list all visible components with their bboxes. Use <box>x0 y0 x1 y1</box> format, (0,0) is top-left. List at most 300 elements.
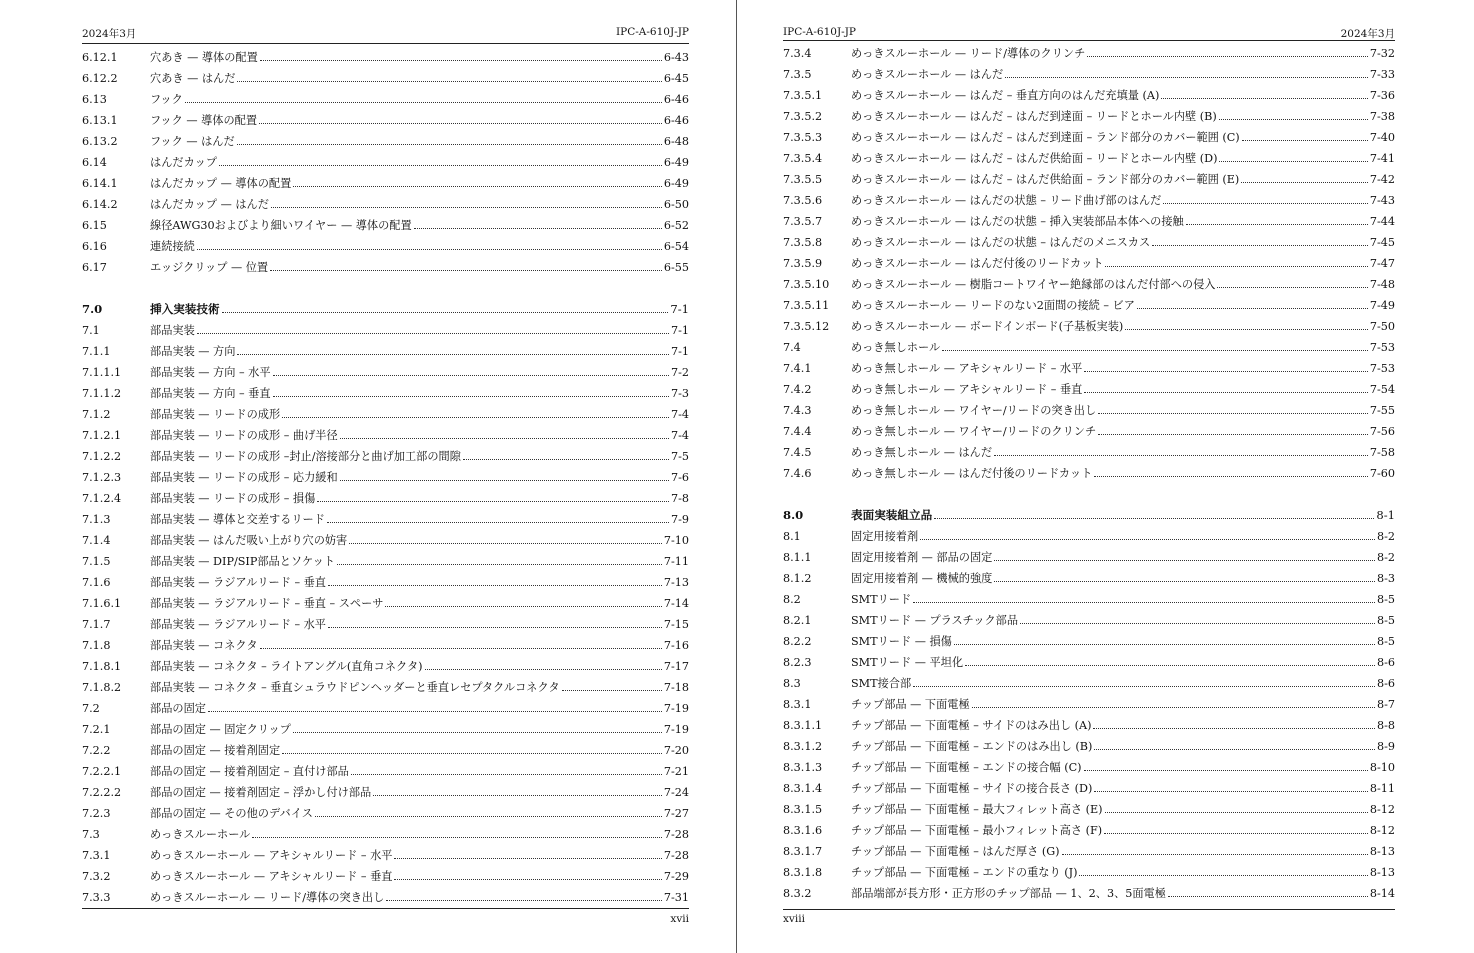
toc-entry <box>783 715 1395 736</box>
toc-entry-title: 部品実装 — リードの成形 –封止/溶接部分と曲げ加工部の間隙 <box>150 450 461 463</box>
toc-entry-title: 部品実装 — ラジアルリード – 垂直 – スペーサ <box>150 597 384 610</box>
toc-entry-title: 部品実装 — リードの成形 <box>150 408 281 421</box>
toc-entry <box>783 127 1395 148</box>
toc-entry-title: めっき無しホール — ワイヤー/リードのクリンチ <box>851 425 1097 438</box>
dot-leader <box>327 522 669 523</box>
toc-entry <box>82 110 689 131</box>
toc-entry <box>82 551 689 572</box>
toc-entry-number: 7.4.1 <box>783 362 812 375</box>
toc-list <box>783 43 1395 904</box>
dot-leader <box>1105 812 1368 813</box>
page-number: xvii <box>670 913 689 925</box>
toc-entry-number: 7.4.6 <box>783 467 812 480</box>
dot-leader <box>1093 728 1375 729</box>
toc-entry-title: 固定用接着剤 — 部品の固定 <box>851 551 993 564</box>
toc-entry-page: 8-1 <box>1375 505 1395 526</box>
toc-entry-title: SMTリード <box>851 593 912 606</box>
toc-entry-number: 7.1.1 <box>82 345 111 358</box>
toc-entry-page: 6-46 <box>663 110 689 131</box>
dot-leader <box>222 312 669 313</box>
toc-entry-number: 8.3.1.3 <box>783 761 823 774</box>
toc-entry <box>82 887 689 908</box>
toc-entry-page: 7-43 <box>1369 190 1395 211</box>
dot-leader <box>315 816 662 817</box>
toc-entry <box>82 488 689 509</box>
toc-entry-title: チップ部品 — 下面電極 – 最小フィレット高さ (F) <box>851 824 1103 837</box>
dot-leader <box>463 459 669 460</box>
dot-leader <box>219 165 662 166</box>
toc-list <box>82 47 689 908</box>
toc-entry-page: 7-36 <box>1369 85 1395 106</box>
toc-entry <box>783 652 1395 673</box>
toc-entry-title: 部品実装 — DIP/SIP部品とソケット <box>150 555 335 568</box>
toc-entry-title: めっきスルーホール — リードのない2面間の接続 – ビア <box>851 299 1135 312</box>
toc-entry-title: SMTリード — プラスチック部品 <box>851 614 1019 627</box>
dot-leader <box>252 837 662 838</box>
header-date: 2024年3月 <box>1340 28 1395 40</box>
toc-entry-number: 7.2.1 <box>82 723 111 736</box>
toc-entry <box>783 274 1395 295</box>
toc-entry <box>783 85 1395 106</box>
toc-entry-number: 7.4.4 <box>783 425 812 438</box>
toc-entry-number: 7.4 <box>783 341 801 354</box>
toc-entry-number: 6.14.2 <box>82 198 118 211</box>
toc-entry-number: 8.2.3 <box>783 656 812 669</box>
toc-entry-number: 6.14 <box>82 156 107 169</box>
toc-entry-title: 線径AWG30およびより細いワイヤー — 導体の配置 <box>150 219 412 232</box>
dot-leader <box>270 270 662 271</box>
toc-entry-number: 7.3.2 <box>82 870 111 883</box>
dot-leader <box>282 417 669 418</box>
toc-entry <box>783 778 1395 799</box>
dot-leader <box>340 438 669 439</box>
toc-entry-number: 7.1.8.2 <box>82 681 122 694</box>
toc-entry <box>82 866 689 887</box>
toc-entry-page: 8-5 <box>1376 631 1395 652</box>
toc-entry-page: 8-2 <box>1376 547 1395 568</box>
toc-entry-title: 部品実装 — はんだ吸い上がり穴の妨害 <box>150 534 348 547</box>
dot-leader <box>425 669 662 670</box>
toc-entry <box>783 253 1395 274</box>
dot-leader <box>1219 161 1367 162</box>
toc-entry-number: 7.1.6.1 <box>82 597 122 610</box>
toc-entry-page: 8-12 <box>1369 820 1395 841</box>
dot-leader <box>237 354 669 355</box>
toc-entry-page: 6-46 <box>663 89 689 110</box>
toc-entry <box>783 589 1395 610</box>
toc-entry-title: めっきスルーホール — はんだ – はんだ供給面 – リードとホール内壁 (D) <box>851 152 1218 165</box>
toc-entry-number: 6.13.2 <box>82 135 118 148</box>
toc-entry-title: 表面実装組立品 <box>851 508 933 522</box>
dot-leader <box>1105 266 1367 267</box>
toc-entry-page: 7-13 <box>663 572 689 593</box>
toc-entry-title: 挿入実装技術 <box>150 302 220 316</box>
toc-entry-page: 7-42 <box>1369 169 1395 190</box>
page-header <box>783 26 1395 40</box>
toc-entry <box>783 820 1395 841</box>
right-page <box>737 0 1474 953</box>
dot-leader <box>1241 182 1368 183</box>
toc-entry-number: 8.3.2 <box>783 887 812 900</box>
toc-entry-page: 7-49 <box>1369 295 1395 316</box>
toc-entry-title: 部品実装 — 方向 – 垂直 <box>150 387 271 400</box>
toc-entry-title: フック — はんだ <box>150 135 235 148</box>
toc-entry <box>783 400 1395 421</box>
toc-entry-page: 7-17 <box>663 656 689 677</box>
dot-leader <box>1242 140 1368 141</box>
dot-leader <box>920 539 1375 540</box>
toc-entry-number: 8.0 <box>783 508 804 522</box>
toc-entry-title: めっきスルーホール — はんだ – 垂直方向のはんだ充填量 (A) <box>851 89 1160 102</box>
toc-entry <box>82 194 689 215</box>
toc-entry <box>82 362 689 383</box>
toc-entry-page: 7-53 <box>1369 358 1395 379</box>
toc-entry-page: 7-21 <box>663 761 689 782</box>
toc-entry-number: 7.1.1.1 <box>82 366 122 379</box>
toc-entry <box>82 509 689 530</box>
toc-entry <box>783 43 1395 64</box>
toc-entry-title: チップ部品 — 下面電極 – サイドの接合長さ (D) <box>851 782 1093 795</box>
dot-leader <box>1079 875 1367 876</box>
toc-entry-page: 6-49 <box>663 173 689 194</box>
dot-leader <box>994 581 1375 582</box>
toc-entry <box>82 719 689 740</box>
toc-entry <box>82 740 689 761</box>
toc-entry-number: 8.3 <box>783 677 801 690</box>
toc-entry-page: 7-45 <box>1369 232 1395 253</box>
dot-leader <box>1161 98 1368 99</box>
dot-leader <box>913 602 1375 603</box>
dot-leader <box>349 543 662 544</box>
toc-entry <box>82 383 689 404</box>
toc-entry-number: 7.2.2 <box>82 744 111 757</box>
toc-entry-page: 6-49 <box>663 152 689 173</box>
toc-entry-page: 7-58 <box>1369 442 1395 463</box>
dot-leader <box>1084 392 1368 393</box>
toc-entry <box>82 635 689 656</box>
toc-entry-number: 7.3.5.3 <box>783 131 823 144</box>
toc-entry-page: 7-5 <box>670 446 689 467</box>
toc-entry <box>82 131 689 152</box>
toc-entry <box>82 257 689 278</box>
toc-entry-page: 8-13 <box>1369 862 1395 883</box>
toc-entry-title: 固定用接着剤 — 機械的強度 <box>851 572 993 585</box>
dot-leader <box>1084 371 1368 372</box>
header-doc-id: IPC-A-610J-JP <box>783 26 856 38</box>
dot-leader <box>994 560 1375 561</box>
toc-entry-number: 8.2 <box>783 593 801 606</box>
toc-entry <box>783 106 1395 127</box>
toc-entry-page: 7-11 <box>663 551 689 572</box>
toc-entry-title: 部品実装 — 方向 <box>150 345 236 358</box>
toc-entry-number: 6.15 <box>82 219 107 232</box>
toc-entry <box>82 593 689 614</box>
toc-entry-page: 6-55 <box>663 257 689 278</box>
toc-entry-title: エッジクリップ — 位置 <box>150 261 269 274</box>
dot-leader <box>1084 770 1368 771</box>
toc-entry <box>783 463 1395 484</box>
dot-leader <box>562 690 662 691</box>
toc-entry-page: 8-14 <box>1369 883 1395 904</box>
toc-entry-title: めっきスルーホール — アキシャルリード – 垂直 <box>150 870 393 883</box>
toc-entry-title: 部品実装 <box>150 324 195 337</box>
toc-entry-page: 8-5 <box>1376 589 1395 610</box>
footer-rule <box>783 909 1395 910</box>
toc-entry-title: めっきスルーホール — はんだ – はんだ到達面 – ランド部分のカバー範囲 (C) <box>851 131 1240 144</box>
toc-entry-title: めっきスルーホール <box>150 828 251 841</box>
toc-entry-page: 7-24 <box>663 782 689 803</box>
dot-leader <box>317 501 669 502</box>
toc-entry-title: 部品実装 — リードの成形 – 応力緩和 <box>150 471 338 484</box>
toc-entry-page: 8-2 <box>1376 526 1395 547</box>
dot-leader <box>351 774 662 775</box>
toc-entry-title: SMTリード — 平坦化 <box>851 656 964 669</box>
toc-entry <box>783 232 1395 253</box>
toc-entry-page: 7-19 <box>663 698 689 719</box>
toc-entry-number: 7.1.2.4 <box>82 492 122 505</box>
toc-entry-number: 7.3.5.5 <box>783 173 823 186</box>
toc-entry <box>82 572 689 593</box>
toc-entry-title: 部品の固定 — 接着剤固定 – 浮かし付け部品 <box>150 786 372 799</box>
toc-entry-title: めっきスルーホール — リード/導体のクリンチ <box>851 47 1086 60</box>
toc-entry-number: 7.3.5.1 <box>783 89 823 102</box>
dot-leader <box>1152 245 1368 246</box>
dot-leader <box>337 564 662 565</box>
toc-entry-page: 8-3 <box>1376 568 1395 589</box>
toc-entry-title: SMT接合部 <box>851 677 912 690</box>
dot-leader <box>1094 476 1368 477</box>
toc-entry-page: 7-1 <box>670 320 689 341</box>
dot-leader <box>965 665 1375 666</box>
toc-entry <box>783 64 1395 85</box>
toc-entry <box>82 173 689 194</box>
toc-entry-number: 7.1.1.2 <box>82 387 122 400</box>
toc-entry-title: めっきスルーホール — はんだの状態 – 挿入実装部品本体への接触 <box>851 215 1184 228</box>
toc-entry-number: 8.2.2 <box>783 635 812 648</box>
toc-entry-number: 7.1.2.1 <box>82 429 122 442</box>
toc-entry-title: 部品実装 — ラジアルリード – 水平 <box>150 618 326 631</box>
toc-entry-title: フック <box>150 93 183 106</box>
toc-entry-number: 7.1.3 <box>82 513 111 526</box>
toc-entry-title: チップ部品 — 下面電極 – エンドのはみ出し (B) <box>851 740 1093 753</box>
toc-entry-title: はんだカップ <box>150 156 218 169</box>
toc-entry-page: 6-45 <box>663 68 689 89</box>
toc-entry-number: 8.2.1 <box>783 614 812 627</box>
toc-entry-number: 7.3.5.6 <box>783 194 823 207</box>
dot-leader <box>1094 791 1368 792</box>
dot-leader <box>271 207 662 208</box>
toc-entry <box>82 761 689 782</box>
toc-entry-number: 7.4.3 <box>783 404 812 417</box>
toc-entry-title: フック — 導体の配置 <box>150 114 258 127</box>
toc-entry <box>82 530 689 551</box>
toc-entry-number: 7.2.2.1 <box>82 765 122 778</box>
toc-entry-number: 7.1.8 <box>82 639 111 652</box>
toc-entry-page: 8-10 <box>1369 757 1395 778</box>
dot-leader <box>185 102 662 103</box>
toc-entry-number: 8.3.1.1 <box>783 719 823 732</box>
toc-entry-page: 6-48 <box>663 131 689 152</box>
toc-entry-page: 7-1 <box>670 341 689 362</box>
page-number: xviii <box>783 913 805 925</box>
toc-entry <box>82 845 689 866</box>
toc-entry <box>783 358 1395 379</box>
toc-entry <box>783 736 1395 757</box>
dot-leader <box>340 480 669 481</box>
toc-entry-number: 7.3.3 <box>82 891 111 904</box>
toc-entry-title: 穴あき — はんだ <box>150 72 236 85</box>
toc-entry <box>783 547 1395 568</box>
toc-entry <box>82 68 689 89</box>
toc-entry-number: 6.17 <box>82 261 107 274</box>
toc-entry-title: めっきスルーホール — はんだ – はんだ到達面 – リードとホール内壁 (B) <box>851 110 1217 123</box>
dot-leader <box>385 606 661 607</box>
toc-entry-page: 7-47 <box>1369 253 1395 274</box>
toc-entry-page: 7-20 <box>663 740 689 761</box>
dot-leader <box>273 396 669 397</box>
toc-entry-number: 6.13.1 <box>82 114 118 127</box>
toc-entry <box>783 442 1395 463</box>
toc-entry-page: 8-9 <box>1376 736 1395 757</box>
toc-entry-number: 7.3.5.9 <box>783 257 823 270</box>
dot-leader <box>1005 77 1368 78</box>
toc-entry <box>82 404 689 425</box>
dot-leader <box>1062 854 1368 855</box>
toc-entry-number: 7.3.5 <box>783 68 812 81</box>
toc-entry-number: 8.3.1 <box>783 698 812 711</box>
toc-entry-page: 7-56 <box>1369 421 1395 442</box>
toc-entry-title: めっき無しホール <box>851 341 941 354</box>
toc-entry-number: 7.1.2 <box>82 408 111 421</box>
toc-entry-page: 7-14 <box>663 593 689 614</box>
toc-entry <box>82 614 689 635</box>
dot-leader <box>1137 308 1368 309</box>
toc-entry-title: はんだカップ — 導体の配置 <box>150 177 292 190</box>
toc-entry-page: 7-40 <box>1369 127 1395 148</box>
toc-entry-title: 部品実装 — リードの成形 – 損傷 <box>150 492 316 505</box>
toc-entry-title: めっきスルーホール — アキシャルリード – 水平 <box>150 849 393 862</box>
toc-entry-title: めっきスルーホール — はんだ – はんだ供給面 – ランド部分のカバー範囲 (E) <box>851 173 1240 186</box>
toc-entry-page: 7-1 <box>669 299 689 320</box>
toc-entry-number: 8.3.1.5 <box>783 803 823 816</box>
toc-entry-page: 7-53 <box>1369 337 1395 358</box>
toc-entry <box>82 782 689 803</box>
dot-leader <box>1217 287 1367 288</box>
toc-entry <box>82 446 689 467</box>
toc-entry <box>783 526 1395 547</box>
toc-entry-page: 8-5 <box>1376 610 1395 631</box>
toc-entry <box>783 148 1395 169</box>
footer-rule <box>82 908 689 909</box>
toc-entry <box>783 169 1395 190</box>
toc-entry-page: 7-10 <box>663 530 689 551</box>
toc-entry-number: 7.1.2.3 <box>82 471 122 484</box>
toc-entry-title: 部品端部が長方形・正方形のチップ部品 — 1、2、3、5面電極 <box>851 887 1166 900</box>
toc-entry-number: 7.0 <box>82 302 103 316</box>
toc-entry-title: めっきスルーホール — 樹脂コートワイヤー絶縁部のはんだ付部への侵入 <box>851 278 1216 291</box>
toc-entry-title: めっき無しホール — アキシャルリード – 垂直 <box>851 383 1083 396</box>
toc-entry-title: めっき無しホール — アキシャルリード – 水平 <box>851 362 1083 375</box>
toc-entry-number: 6.14.1 <box>82 177 118 190</box>
toc-entry <box>82 677 689 698</box>
toc-entry-title: SMTリード — 損傷 <box>851 635 952 648</box>
toc-entry-number: 7.1.5 <box>82 555 111 568</box>
toc-entry-number: 8.3.1.4 <box>783 782 823 795</box>
dot-leader <box>1219 119 1368 120</box>
toc-entry-number: 8.3.1.6 <box>783 824 823 837</box>
toc-entry-page: 6-43 <box>663 47 689 68</box>
toc-entry-title: チップ部品 — 下面電極 <box>851 698 970 711</box>
toc-entry-number: 6.16 <box>82 240 107 253</box>
toc-entry <box>82 47 689 68</box>
toc-entry <box>783 841 1395 862</box>
toc-entry <box>783 379 1395 400</box>
toc-entry-title: 部品実装 — 導体と交差するリード <box>150 513 325 526</box>
dot-leader <box>293 732 662 733</box>
dot-leader <box>208 711 662 712</box>
toc-entry-page: 7-28 <box>663 845 689 866</box>
toc-entry-title: めっきスルーホール — はんだの状態 – はんだのメニスカス <box>851 236 1151 249</box>
toc-entry-number: 7.3.5.12 <box>783 320 830 333</box>
toc-entry-title: 部品実装 — コネクタ <box>150 639 258 652</box>
toc-entry-title: チップ部品 — 下面電極 – エンドの重なり (J) <box>851 866 1078 879</box>
toc-entry-number: 7.1.2.2 <box>82 450 122 463</box>
toc-entry-page: 7-33 <box>1369 64 1395 85</box>
toc-entry-page: 7-3 <box>670 383 689 404</box>
toc-entry-number: 7.1.8.1 <box>82 660 122 673</box>
toc-entry <box>82 320 689 341</box>
toc-entry-number: 7.3.5.10 <box>783 278 830 291</box>
dot-leader <box>1098 434 1368 435</box>
toc-entry-page: 7-15 <box>663 614 689 635</box>
toc-entry-page: 7-41 <box>1369 148 1395 169</box>
toc-entry <box>783 190 1395 211</box>
toc-section-heading <box>783 505 1395 526</box>
toc-entry-page: 7-55 <box>1369 400 1395 421</box>
toc-spacer <box>82 278 689 299</box>
toc-entry-number: 6.12.1 <box>82 51 118 64</box>
dot-leader <box>260 648 662 649</box>
toc-entry-page: 7-18 <box>663 677 689 698</box>
toc-entry-number: 7.4.2 <box>783 383 812 396</box>
toc-entry-number: 7.1.4 <box>82 534 111 547</box>
dot-leader <box>1087 56 1368 57</box>
toc-entry <box>783 421 1395 442</box>
toc-entry-page: 7-4 <box>670 404 689 425</box>
toc-entry-title: めっき無しホール — ワイヤー/リードの突き出し <box>851 404 1097 417</box>
dot-leader <box>1104 833 1368 834</box>
dot-leader <box>414 228 662 229</box>
toc-entry-number: 7.3.5.2 <box>783 110 823 123</box>
toc-entry-title: 部品実装 — コネクタ – ライトアングル(直角コネクタ) <box>150 660 423 673</box>
dot-leader <box>328 585 662 586</box>
toc-entry-title: チップ部品 — 下面電極 – エンドの接合幅 (C) <box>851 761 1082 774</box>
toc-entry <box>82 215 689 236</box>
toc-entry-number: 7.3.5.7 <box>783 215 823 228</box>
toc-entry-title: めっきスルーホール — ボードインボード(子基板実装) <box>851 320 1124 333</box>
toc-entry-page: 8-12 <box>1369 799 1395 820</box>
toc-entry-page: 6-54 <box>663 236 689 257</box>
dot-leader <box>394 858 661 859</box>
dot-leader <box>237 144 662 145</box>
toc-entry-page: 7-32 <box>1369 43 1395 64</box>
toc-entry <box>783 316 1395 337</box>
left-page <box>0 0 736 953</box>
dot-leader <box>934 518 1374 519</box>
toc-entry-page: 7-28 <box>663 824 689 845</box>
toc-entry-page: 7-48 <box>1369 274 1395 295</box>
dot-leader <box>293 186 662 187</box>
